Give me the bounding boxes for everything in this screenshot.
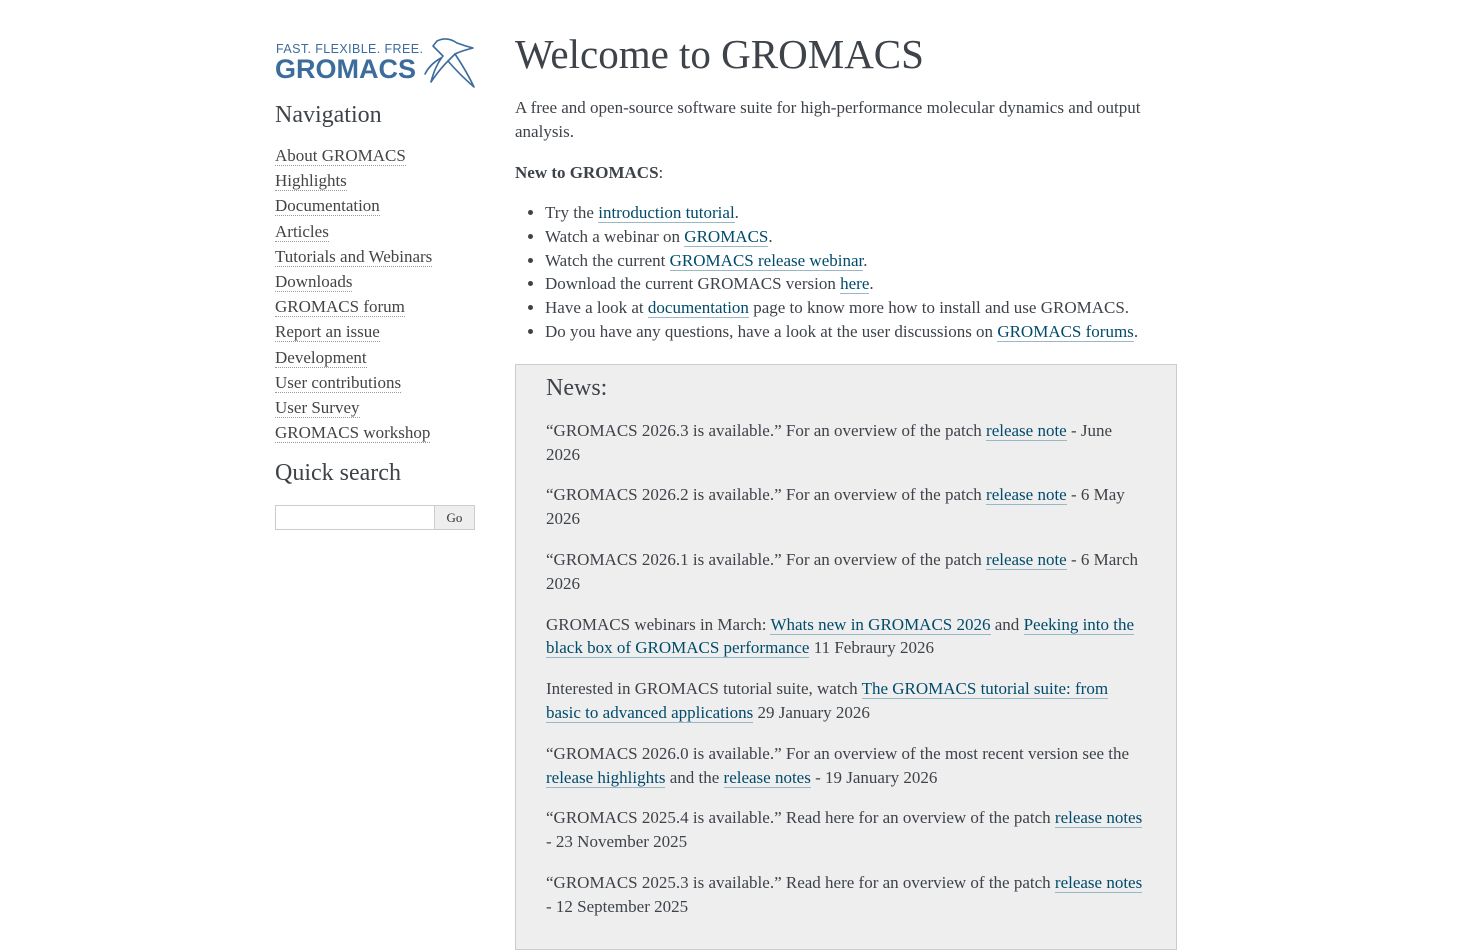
nav-link-workshop[interactable]: GROMACS workshop (275, 423, 431, 443)
news-text: “GROMACS 2025.3 is available.” Read here for an overview of the patch (546, 872, 1055, 892)
bullet-text: page to know more how to install and use GROMACS. (748, 298, 1130, 318)
news-list (546, 419, 1146, 919)
news-text: and (990, 614, 1024, 634)
news-item (546, 419, 1146, 467)
news-link[interactable]: release highlights (546, 767, 666, 787)
news-text: - 19 January 2026 (810, 767, 938, 787)
news-text: - June 2026 (546, 420, 1113, 464)
page-title: Welcome to GROMACS (515, 31, 924, 77)
news-link[interactable]: release note (986, 485, 1067, 505)
list-item (545, 201, 1175, 225)
getting-started-list (515, 201, 1175, 344)
list-item (545, 296, 1175, 320)
webinar-link[interactable]: GROMACS (684, 226, 769, 246)
news-link[interactable]: release notes (1054, 808, 1143, 828)
nav-item (275, 168, 475, 193)
nav-link-highlights[interactable]: Highlights (275, 171, 347, 191)
gromacs-logo[interactable] (275, 36, 475, 90)
news-item (546, 871, 1146, 919)
news-text: and the (665, 767, 724, 787)
news-box (515, 364, 1177, 950)
nav-item (275, 244, 475, 269)
bullet-text: . (863, 250, 868, 270)
bullet-text: Watch a webinar on (545, 226, 685, 246)
nav-link-user-survey[interactable]: User Survey (275, 397, 360, 417)
news-text: 29 January 2026 (753, 702, 870, 722)
search-input[interactable] (275, 505, 435, 530)
nav-item (275, 193, 475, 218)
news-link[interactable]: release note (986, 549, 1067, 569)
nav-link-development[interactable]: Development (275, 347, 367, 367)
nav-item (275, 143, 475, 168)
download-here-link[interactable]: here (840, 274, 870, 294)
nav-item (275, 420, 475, 445)
bullet-text: Do you have any questions, have a look at the user discussions on (545, 321, 998, 341)
logo-wordmark: GROMACS (275, 54, 416, 84)
bullet-text: . (1133, 321, 1139, 341)
nav-link-documentation[interactable]: Documentation (275, 196, 380, 216)
news-text: GROMACS webinars in March: (546, 614, 771, 634)
news-item (546, 613, 1146, 661)
news-link[interactable]: release notes (723, 767, 811, 787)
list-item (545, 272, 1175, 296)
main-content (515, 28, 1175, 950)
bullet-text: Try the (545, 203, 599, 222)
nav-item (275, 370, 475, 395)
bird-icon (425, 39, 474, 87)
navigation-heading: Navigation (275, 102, 382, 128)
news-text: “GROMACS 2026.2 is available.” For an overview of the patch (546, 485, 987, 505)
release-webinar-link[interactable]: GROMACS release webinar (669, 250, 864, 270)
label-colon: : (658, 163, 664, 182)
nav-link-user-contributions[interactable]: User contributions (275, 372, 402, 392)
nav-link-forum[interactable]: GROMACS forum (275, 297, 405, 317)
nav-item (275, 219, 475, 244)
news-text: - 23 November 2025 (546, 832, 688, 852)
news-text: 11 Febraury 2026 (809, 638, 934, 658)
bullet-text: . (768, 226, 773, 246)
news-heading: News: (546, 374, 608, 401)
news-text: - 6 May 2026 (546, 485, 1125, 529)
list-item (545, 225, 1175, 249)
bullet-text: Watch the current (545, 250, 670, 270)
news-link[interactable]: Peeking into the black box of GROMACS performance (546, 614, 1135, 658)
new-to-gromacs-label (515, 161, 1175, 185)
bullet-text: . (869, 274, 874, 294)
sidebar (275, 36, 475, 530)
news-text: “GROMACS 2026.3 is available.” For an overview of the patch (546, 420, 987, 440)
news-text: - 12 September 2025 (546, 896, 689, 916)
nav-list (275, 143, 475, 445)
nav-item (275, 319, 475, 344)
new-label-bold: New to GROMACS (515, 163, 659, 182)
go-button[interactable]: Go (435, 505, 475, 530)
nav-item (275, 345, 475, 370)
quick-search-form (275, 505, 475, 530)
nav-link-tutorials[interactable]: Tutorials and Webinars (275, 246, 433, 266)
bullet-text: Download the current GROMACS version (545, 274, 841, 294)
news-item (546, 742, 1146, 790)
news-text: - 6 March 2026 (546, 549, 1139, 593)
nav-item (275, 269, 475, 294)
news-text: “GROMACS 2025.4 is available.” Read here for an overview of the patch (546, 808, 1055, 828)
nav-link-articles[interactable]: Articles (275, 221, 329, 241)
news-text: “GROMACS 2026.0 is available.” For an overview of the most recent version see the (546, 743, 1130, 763)
intro-tutorial-link[interactable]: introduction tutorial (598, 203, 735, 222)
news-link[interactable]: The GROMACS tutorial suite: from basic to advanced applications (546, 679, 1109, 722)
nav-link-report-issue[interactable]: Report an issue (275, 322, 380, 342)
bullet-text: Have a look at (545, 298, 648, 318)
forums-link[interactable]: GROMACS forums (997, 321, 1134, 341)
logo-tagline: FAST. FLEXIBLE. FREE. (276, 42, 424, 56)
news-link[interactable]: Whats new in GROMACS 2026 (770, 614, 991, 634)
news-link[interactable]: release notes (1054, 872, 1143, 892)
nav-link-downloads[interactable]: Downloads (275, 271, 353, 291)
nav-item (275, 294, 475, 319)
news-item (546, 483, 1146, 531)
news-text: “GROMACS 2026.1 is available.” For an overview of the patch (546, 549, 987, 569)
nav-link-about[interactable]: About GROMACS (275, 146, 406, 165)
list-item (545, 320, 1175, 344)
list-item (545, 249, 1175, 273)
news-item (546, 677, 1146, 725)
news-link[interactable]: release note (986, 420, 1067, 440)
news-item (546, 806, 1146, 854)
documentation-link[interactable]: documentation (647, 298, 749, 318)
intro-text: A free and open-source software suite for high-performance molecular dynamics and output analysis. (515, 98, 1141, 141)
news-text: Interested in GROMACS tutorial suite, watch (546, 679, 862, 699)
nav-item (275, 395, 475, 420)
news-item (546, 548, 1146, 596)
bullet-text: . (734, 203, 739, 222)
quick-search-heading: Quick search (275, 460, 401, 487)
